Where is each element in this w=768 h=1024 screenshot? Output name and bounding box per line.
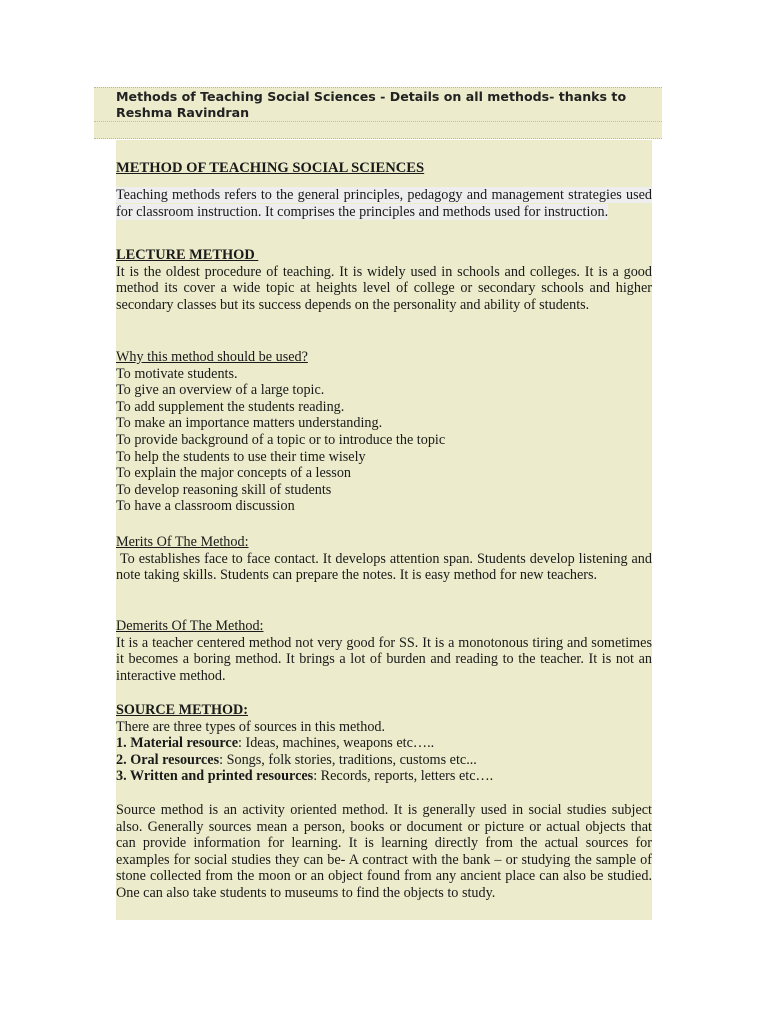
lecture-section [116, 247, 652, 313]
demerits-heading: Demerits Of The Method: [116, 618, 264, 634]
list-item: To have a classroom discussion [116, 498, 295, 515]
merits-heading: Merits Of The Method: [116, 534, 249, 550]
source-heading: SOURCE METHOD: [116, 702, 249, 718]
source-intro: There are three types of sources in this method. [116, 718, 386, 735]
why-heading: Why this method should be used? [116, 349, 308, 365]
list-item: To give an overview of a large topic. [116, 382, 325, 399]
source-type-item [116, 768, 652, 785]
source-type-label: 1. Material resource [116, 735, 238, 752]
list-item: To help the students to use their time wisely [116, 448, 366, 465]
page-title: METHOD OF TEACHING SOCIAL SCIENCES [116, 160, 425, 176]
intro-text: Teaching methods refers to the general principles, pedagogy and management strategies used for classroom instruction. It comprises the principles and methods used for instruction. [116, 187, 652, 220]
merits-section [116, 534, 656, 584]
document-header-title: Methods of Teaching Social Sciences - Details on all methods- thanks to Reshma Ravindran [116, 89, 627, 120]
source-paragraph: Source method is an activity oriented method. It is generally used in social studies subject also. Generally sources mean a person, books or document or picture or actual objects that can provide information for learning. It is learning directly from the actual sources for examples for social studies they can be- A contract with the bank – or studying the sample of stone collected from the moon or an object found from any ancient place can also be studied. One can also take students to museums to find the objects to study. [116, 802, 652, 901]
document-body [116, 140, 656, 920]
source-type-label: 2. Oral resources [116, 751, 220, 768]
demerits-paragraph: It is a teacher centered method not very good for SS. It is a monotonous tiring and sometimes it becomes a boring method. It brings a lot of burden and reading to the teacher. It is not an interactive method. [116, 634, 652, 684]
list-item: To provide background of a topic or to introduce the topic [116, 431, 446, 448]
list-item: To motivate students. [116, 365, 238, 382]
lecture-heading: LECTURE METHOD [116, 247, 259, 263]
source-type-item [116, 752, 652, 769]
source-type-label: 3. Written and printed resources [116, 768, 314, 785]
source-body-section [116, 802, 652, 902]
document-header [94, 87, 662, 139]
source-type-text: : Ideas, machines, weapons etc….. [238, 735, 435, 752]
source-type-text: : Records, reports, letters etc…. [313, 768, 494, 785]
merits-paragraph: To establishes face to face contact. It develops attention span. Students develop listening and note taking skills. Students can prepare the notes. It is easy method for new teachers. [116, 550, 656, 584]
source-type-text: : Songs, folk stories, traditions, customs etc... [219, 751, 477, 768]
lecture-paragraph: It is the oldest procedure of teaching. It is widely used in schools and colleges. It is a good method its cover a wide topic at heights level of college or secondary schools and higher secondary classes but its success depends on the personality and ability of students. [116, 263, 652, 313]
list-item: To develop reasoning skill of students [116, 481, 332, 498]
source-section [116, 702, 652, 785]
list-item: To add supplement the students reading. [116, 398, 345, 415]
intro-paragraph [116, 187, 652, 220]
why-section [116, 349, 652, 515]
list-item: To make an importance matters understanding. [116, 415, 383, 432]
demerits-section [116, 618, 652, 684]
header-divider [94, 121, 662, 122]
source-type-item [116, 735, 652, 752]
list-item: To explain the major concepts of a lesson [116, 465, 352, 482]
